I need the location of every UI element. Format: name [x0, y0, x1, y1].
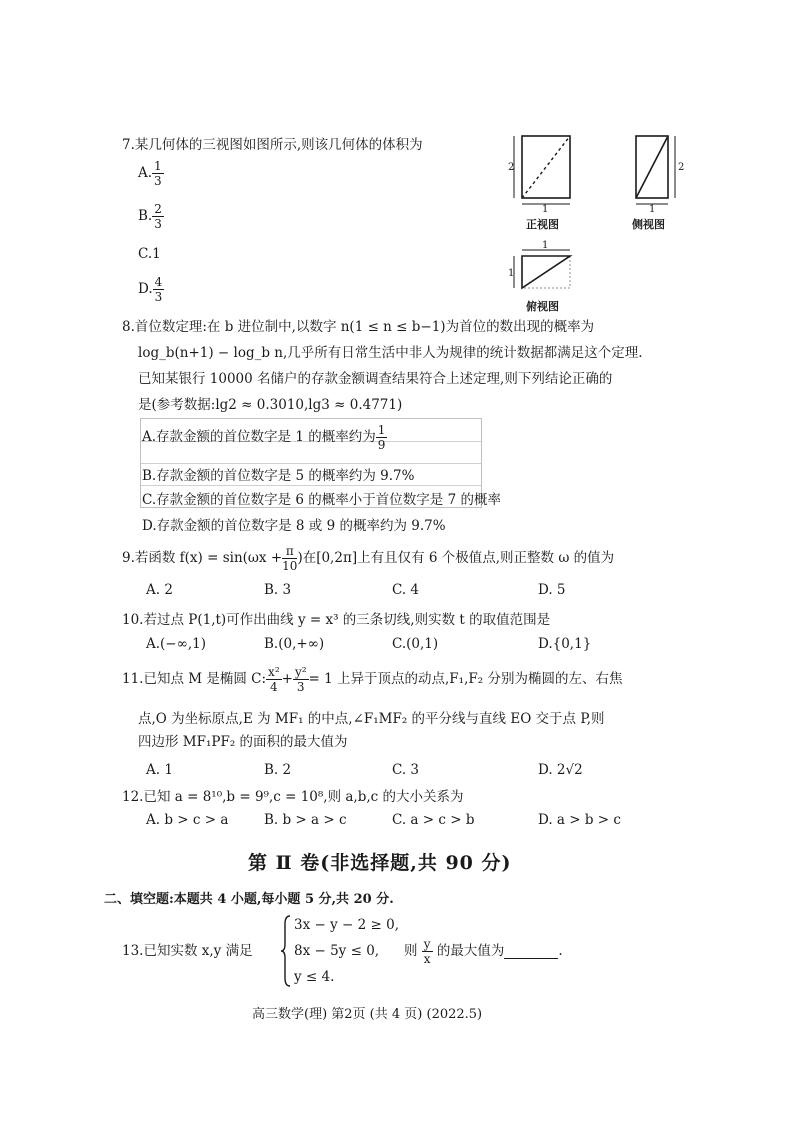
- q13-mid: 则: [404, 943, 418, 959]
- q8-option-b: B.存款金额的首位数字是 5 的概率约为 9.7%: [142, 468, 415, 484]
- q7-option-a-label: A.: [138, 165, 153, 181]
- q8-option-a-fraction: [376, 424, 388, 451]
- side-view: [631, 136, 684, 231]
- q10-option-a: A.(−∞,1): [146, 636, 207, 652]
- front-width-label: 1: [542, 204, 549, 215]
- front-view: [508, 136, 570, 231]
- q11-line-3: 四边形 MF₁PF₂ 的面积的最大值为: [138, 734, 348, 750]
- side-view-label: 侧视图: [632, 218, 665, 231]
- top-view-triangle: [522, 256, 570, 288]
- q7-option-d: [138, 276, 164, 303]
- top-width-label: 1: [542, 240, 549, 251]
- q9-option-d: D. 5: [538, 582, 566, 598]
- q9-option-c: C. 4: [392, 582, 420, 598]
- q11-f1-num: x²: [268, 665, 280, 679]
- q13-sys-3: y ≤ 4.: [294, 969, 335, 985]
- top-height-label: 1: [508, 268, 515, 279]
- q8-a-num: 1: [377, 423, 386, 437]
- q8-box-row-3: [141, 485, 481, 486]
- q9-suffix: )在[0,2π]上有且仅有 6 个极值点,则正整数 ω 的值为: [297, 550, 615, 566]
- q10-stem: 10.若过点 P(1,t)可作出曲线 y = x³ 的三条切线,则实数 t 的取值范围是: [122, 612, 551, 628]
- side-height-label: 2: [678, 162, 685, 173]
- q9-frac-den: 10: [282, 559, 298, 573]
- q13-frac-num: y: [423, 937, 431, 951]
- q8-option-c: C.存款金额的首位数字是 6 的概率小于首位数字是 7 的概率: [142, 492, 501, 508]
- q13-rest: [404, 938, 563, 965]
- side-view-diagonal: [636, 136, 668, 198]
- q7-b-num: 2: [154, 202, 162, 216]
- q7-option-b: [138, 203, 164, 230]
- q7-option-b-label: B.: [138, 208, 153, 224]
- q11-option-d: D. 2√2: [538, 762, 583, 778]
- section-2-subhead: 二、填空题:本题共 4 小题,每小题 5 分,共 20 分.: [104, 892, 394, 907]
- q12-option-d: D. a > b > c: [538, 812, 621, 828]
- q7-stem: 7.某几何体的三视图如图所示,则该几何体的体积为: [122, 137, 423, 153]
- q11-option-a: A. 1: [146, 762, 173, 778]
- three-view-figure: [508, 128, 688, 318]
- q11-plus: +: [281, 671, 293, 687]
- q8-line-2: log_b(n+1) − log_b n,几乎所有日常生活中非人为规律的统计数据都满足这个定理.: [138, 345, 643, 361]
- q11-prefix: 11.已知点 M 是椭圆 C:: [122, 671, 267, 687]
- q11-fraction-x: [266, 666, 282, 693]
- q12-option-b: B. b > a > c: [264, 812, 347, 828]
- q13-sys-2: 8x − 5y ≤ 0,: [294, 943, 380, 959]
- q13-frac-den: x: [423, 952, 431, 966]
- q9-frac-num: π: [282, 545, 297, 559]
- q7-a-den: 3: [154, 174, 162, 188]
- q11-f2-num: y²: [294, 665, 307, 679]
- q7-option-c-label: C.: [138, 246, 153, 262]
- q13-sys-1: 3x − y − 2 ≥ 0,: [294, 917, 399, 933]
- q12-option-c: C. a > c > b: [392, 812, 475, 828]
- section-2-title: 第 Ⅱ 卷(非选择题,共 90 分): [248, 852, 512, 874]
- q8-option-d: D.存款金额的首位数字是 8 或 9 的概率约为 9.7%: [142, 518, 446, 534]
- q11-line-2: 点,O 为坐标原点,E 为 MF₁ 的中点,∠F₁MF₂ 的平分线与直线 EO 交于点 P,则: [138, 711, 605, 727]
- q7-option-a: [138, 160, 164, 187]
- brace-path: [281, 916, 290, 986]
- q12-stem: 12.已知 a = 8¹⁰,b = 9⁹,c = 10⁸,则 a,b,c 的大小关系为: [122, 789, 464, 805]
- q8-line-3: 已知某银行 10000 名储户的存款金额调查结果符合上述定理,则下列结论正确的: [138, 371, 613, 387]
- q7-option-a-fraction: [152, 160, 164, 187]
- q11-option-b: B. 2: [264, 762, 292, 778]
- q10-option-b: B.(0,+∞): [264, 636, 325, 652]
- top-view-label: 俯视图: [526, 300, 559, 313]
- q8-a-den: 9: [377, 438, 386, 452]
- q7-option-d-fraction: [153, 276, 165, 303]
- q12-option-a: A. b > c > a: [146, 812, 229, 828]
- q13-end: .: [558, 943, 563, 959]
- q9-option-a: A. 2: [146, 582, 173, 598]
- q11-line-1: [122, 666, 622, 693]
- q8-option-a-text: A.存款金额的首位数字是 1 的概率约为: [142, 429, 376, 445]
- q11-fraction-y: [293, 666, 309, 693]
- front-height-label: 2: [508, 162, 515, 173]
- q11-option-c: C. 3: [392, 762, 420, 778]
- q9-fraction: [282, 545, 297, 572]
- q7-a-num: 1: [154, 159, 162, 173]
- q8-option-a: [142, 424, 387, 451]
- page-footer: 高三数学(理) 第2页 (共 4 页) (2022.5): [252, 1007, 483, 1022]
- q13-prefix: 13.已知实数 x,y 满足: [122, 943, 253, 959]
- side-width-label: 1: [649, 204, 656, 215]
- q7-option-b-fraction: [152, 203, 164, 230]
- q7-option-c-text: 1: [152, 246, 161, 262]
- q13-fraction: [422, 938, 433, 965]
- q9-stem: [122, 545, 614, 572]
- q7-option-d-label: D.: [138, 281, 153, 297]
- front-view-label: 正视图: [526, 218, 559, 231]
- q13-suffix: 的最大值为: [436, 943, 505, 959]
- q11-f2-den: 3: [296, 680, 305, 694]
- q10-option-c: C.(0,1): [392, 636, 439, 652]
- top-view: [508, 240, 570, 313]
- q7-d-den: 3: [154, 290, 163, 304]
- q11-suffix: = 1 上异于顶点的动点,F₁,F₂ 分别为椭圆的左、右焦: [308, 671, 623, 687]
- q9-option-b: B. 3: [264, 582, 292, 598]
- q8-line-4: 是(参考数据:lg2 ≈ 0.3010,lg3 ≈ 0.4771): [138, 397, 403, 413]
- q13-left-brace: [280, 914, 292, 988]
- q10-option-d: D.{0,1}: [538, 636, 592, 652]
- q7-d-num: 4: [154, 275, 163, 289]
- q11-f1-den: 4: [270, 680, 278, 694]
- q8-line-1: 8.首位数定理:在 b 进位制中,以数字 n(1 ≤ n ≤ b−1)为首位的数出现的概率为: [122, 319, 595, 335]
- q9-prefix: 9.若函数 f(x) = sin(ωx +: [122, 550, 283, 566]
- q7-option-c: [138, 246, 161, 262]
- q7-b-den: 3: [154, 217, 162, 231]
- front-view-dashed-diagonal: [522, 136, 570, 198]
- q13-answer-blank[interactable]: [504, 944, 558, 959]
